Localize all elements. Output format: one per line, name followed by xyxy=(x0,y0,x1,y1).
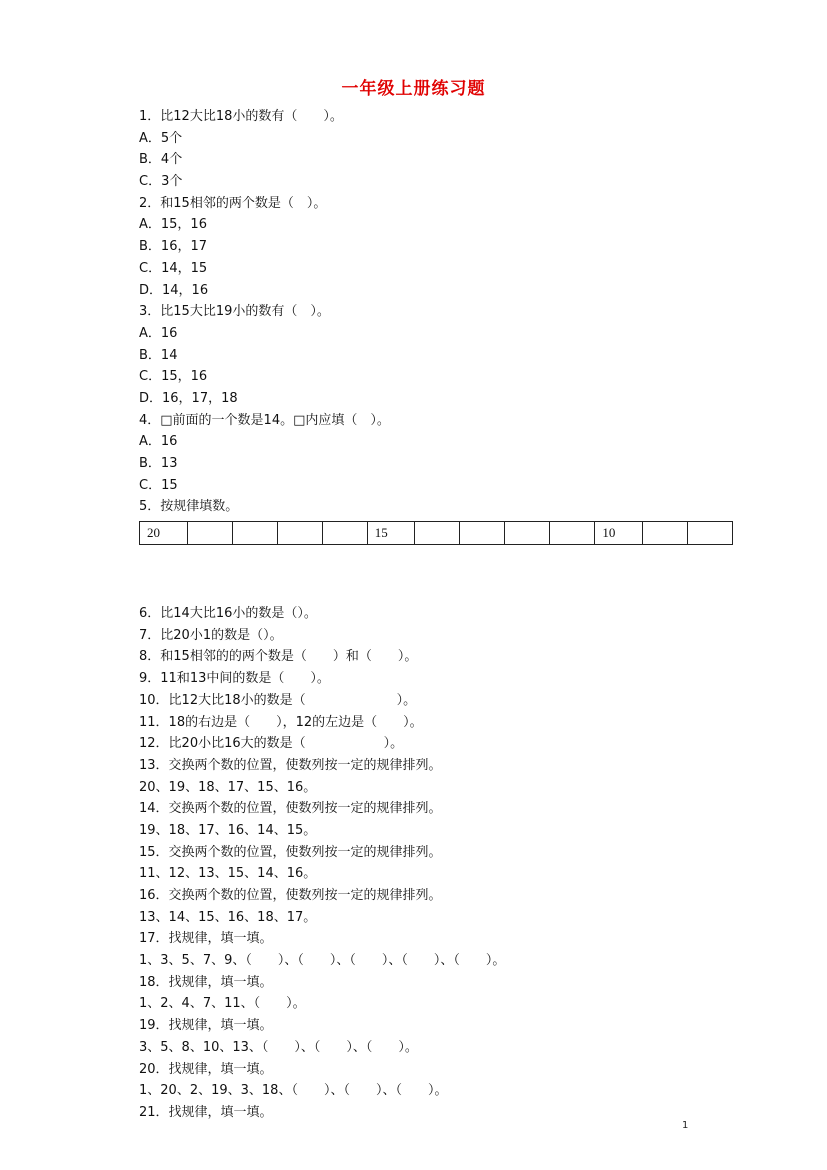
question-line: 3．比15大比19小的数有（ ）。 xyxy=(139,304,330,320)
question-line: 2．和15相邻的两个数是（ ）。 xyxy=(139,195,327,211)
question-line: 10．比12大比18小的数是（ ）。 xyxy=(139,692,417,708)
question-line: B．4个 xyxy=(139,152,183,168)
spacer xyxy=(139,545,733,603)
question-line: 19．找规律，填一填。 xyxy=(139,1018,273,1034)
question-line: 11．18的右边是（ ），12的左边是（ ）。 xyxy=(139,714,423,730)
question-line: B．14 xyxy=(139,347,178,363)
question-line: 1、3、5、7、9、（ ）、（ ）、（ ）、（ ）、（ ）。 xyxy=(139,953,506,969)
question-line: 11、12、13、15、14、16。 xyxy=(139,866,317,882)
sequence-row xyxy=(140,522,733,545)
question-line: 19、18、17、16、14、15。 xyxy=(139,822,317,838)
questions-part-2 xyxy=(139,603,733,1124)
sequence-cell xyxy=(322,522,367,545)
question-line: 3、5、8、10、13、（ ）、（ ）、（ ）。 xyxy=(139,1039,418,1055)
question-line: C．15 xyxy=(139,477,178,493)
question-line: 16．交换两个数的位置，使数列按一定的规律排列。 xyxy=(139,888,442,903)
question-line: 17．找规律，填一填。 xyxy=(139,931,273,947)
question-line: 1、20、2、19、3、18、（ ）、（ ）、（ ）。 xyxy=(139,1083,448,1099)
question-line: C．14，15 xyxy=(139,260,208,276)
question-line: 6．比14大比16小的数是（）。 xyxy=(139,606,317,622)
question-line: 13、14、15、16、18、17。 xyxy=(139,909,317,925)
question-line: B．16，17 xyxy=(139,239,208,255)
sequence-cell xyxy=(415,522,460,545)
sequence-cell xyxy=(642,522,687,545)
question-line: 13．交换两个数的位置，使数列按一定的规律排列。 xyxy=(139,757,442,773)
question-line: 21．找规律，填一填。 xyxy=(139,1104,273,1120)
question-line: 5．按规律填数。 xyxy=(139,499,239,515)
question-line: D．14，16 xyxy=(139,282,209,298)
sequence-cell: 20 xyxy=(140,522,188,545)
sequence-cell: 15 xyxy=(367,522,415,545)
page-title: 一年级上册练习题 xyxy=(341,79,486,99)
question-line: 14．交换两个数的位置，使数列按一定的规律排列。 xyxy=(139,801,442,817)
question-line: 9．11和13中间的数是（ ）。 xyxy=(139,671,330,687)
question-line: C．15，16 xyxy=(139,369,208,385)
question-line: 8．和15相邻的的两个数是（ ）和（ ）。 xyxy=(139,649,418,665)
sequence-cell xyxy=(277,522,322,545)
question-line: 1．比12大比18小的数有（ ）。 xyxy=(139,109,343,124)
question-line: A．5个 xyxy=(139,130,183,146)
question-line: 1、2、4、7、11、（ ）。 xyxy=(139,996,306,1012)
question-line: D．16，17，18 xyxy=(139,390,238,406)
question-line: 15．交换两个数的位置，使数列按一定的规律排列。 xyxy=(139,844,442,860)
question-line: A．16 xyxy=(139,434,178,450)
sequence-cell xyxy=(505,522,550,545)
page-number: 1 xyxy=(682,1120,689,1131)
question-line: 20、19、18、17、15、16。 xyxy=(139,779,317,795)
question-line: 4．□前面的一个数是14。□内应填（ ）。 xyxy=(139,412,390,428)
question-line: 20．找规律，填一填。 xyxy=(139,1061,273,1077)
questions-part-1 xyxy=(139,106,733,518)
sequence-cell xyxy=(550,522,595,545)
sequence-cell xyxy=(232,522,277,545)
question-line: A．15，16 xyxy=(139,217,207,233)
question-line: 12．比20小比16大的数是（ ）。 xyxy=(139,736,404,752)
sequence-cell xyxy=(687,522,732,545)
question-line: A．16 xyxy=(139,325,178,341)
question-line: C．3个 xyxy=(139,174,183,190)
question-line: B．13 xyxy=(139,456,178,471)
sequence-table xyxy=(139,521,733,545)
sequence-cell xyxy=(187,522,232,545)
question-line: 7．比20小1的数是（）。 xyxy=(139,627,283,643)
sequence-cell xyxy=(460,522,505,545)
question-line: 18．找规律，填一填。 xyxy=(139,974,273,990)
sequence-cell: 10 xyxy=(595,522,643,545)
question-list xyxy=(139,106,733,1124)
